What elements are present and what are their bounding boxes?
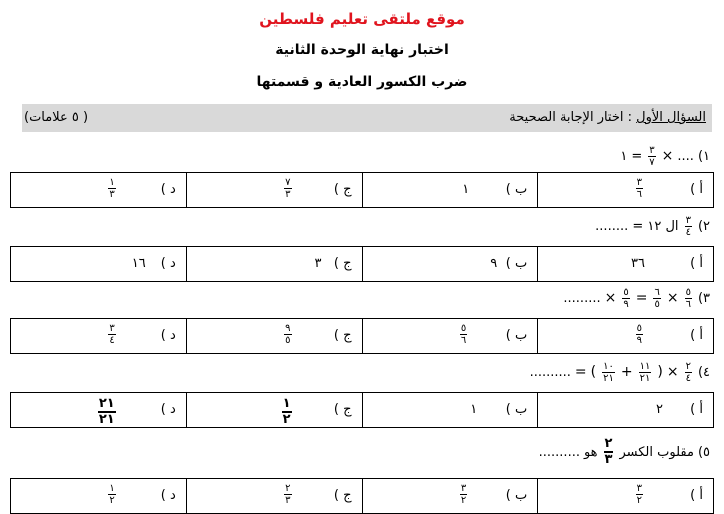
q3-fraction-a: $\frac{٥}{٦}$ bbox=[685, 286, 691, 310]
q1-result: ١ bbox=[620, 148, 628, 164]
option-fraction: ٣ ٤ bbox=[109, 323, 115, 346]
option-label: د ) bbox=[160, 182, 176, 197]
option-fraction: ٥ ٦ bbox=[460, 323, 467, 346]
option-fraction: ٣ ٢ bbox=[636, 483, 642, 506]
q3-fraction-b: $\frac{٦}{٥}$ bbox=[654, 286, 660, 310]
q2-options bbox=[10, 246, 714, 282]
option-label: ب ) bbox=[505, 402, 528, 417]
q5-text-2: هو bbox=[583, 444, 598, 460]
q2-prompt bbox=[595, 214, 710, 238]
option-label: ج ) bbox=[333, 256, 352, 271]
site-title: موقع ملتقى تعليم فلسطين bbox=[259, 10, 465, 28]
option-label: د ) bbox=[160, 328, 176, 343]
q2-number: ٢) bbox=[697, 218, 710, 234]
option-label: أ ) bbox=[690, 256, 703, 271]
q4-equals: = bbox=[574, 364, 587, 380]
option-label: أ ) bbox=[690, 488, 703, 503]
option-fraction: ٧ ٣ bbox=[285, 177, 291, 200]
q1-equals: = bbox=[631, 148, 643, 164]
option-fraction: ٥ ٩ bbox=[636, 323, 642, 346]
question-heading bbox=[509, 110, 706, 125]
q5-text: مقلوب الكسر bbox=[619, 444, 694, 460]
option-value: ٣ bbox=[314, 256, 322, 271]
option-value: ٣٦ bbox=[631, 256, 645, 271]
option-label: ب ) bbox=[505, 182, 528, 197]
q3-times: × bbox=[666, 290, 679, 306]
q1-option-d[interactable] bbox=[11, 173, 186, 207]
topic-title: ضرب الكسور العادية و قسمتها bbox=[256, 74, 468, 90]
q5-option-c[interactable] bbox=[186, 479, 362, 513]
q3-option-c[interactable] bbox=[186, 319, 362, 353]
q1-option-a[interactable] bbox=[537, 173, 713, 207]
q1-option-b[interactable] bbox=[362, 173, 538, 207]
q3-option-d[interactable] bbox=[11, 319, 186, 353]
option-label: أ ) bbox=[690, 402, 703, 417]
q1-prompt bbox=[620, 144, 710, 168]
q4-prompt bbox=[530, 360, 710, 384]
q1-option-c[interactable] bbox=[186, 173, 362, 207]
q1-options bbox=[10, 172, 714, 208]
question-instruction: : اختار الإجابة الصحيحة bbox=[509, 110, 633, 125]
q1-fraction: $\frac{٣}{٧}$ bbox=[649, 144, 655, 168]
option-value: ١ bbox=[470, 402, 478, 417]
q5-options bbox=[10, 478, 714, 514]
option-fraction: ٩ ٥ bbox=[285, 323, 291, 346]
option-value: ٢ bbox=[656, 402, 663, 417]
option-fraction: ٢١ ٢١ bbox=[98, 396, 115, 427]
q1-dots: .... bbox=[677, 148, 694, 164]
q4-paren-close: ) bbox=[590, 364, 597, 380]
q3-equals: = bbox=[635, 290, 648, 306]
q3-fraction-c: $\frac{٥}{٩}$ bbox=[623, 286, 629, 310]
q5-option-b[interactable] bbox=[362, 479, 538, 513]
q5-option-d[interactable] bbox=[11, 479, 186, 513]
option-fraction: ١ ٢ bbox=[282, 396, 291, 427]
option-label: ج ) bbox=[333, 488, 352, 503]
q4-option-c[interactable] bbox=[186, 393, 362, 427]
test-title: اختبار نهاية الوحدة الثانية bbox=[275, 42, 449, 58]
q5-dots: .......... bbox=[538, 444, 580, 460]
question-bar bbox=[22, 104, 712, 132]
q5-fraction: $\frac{٢}{٣}$ bbox=[604, 436, 613, 467]
q5-option-a[interactable] bbox=[537, 479, 713, 513]
option-fraction: ١ ٣ bbox=[109, 177, 115, 200]
q4-option-a[interactable] bbox=[537, 393, 713, 427]
option-fraction: ١ ٢ bbox=[109, 483, 115, 506]
q5-number: ٥) bbox=[697, 444, 710, 460]
q3-number: ٣) bbox=[697, 290, 710, 306]
question-label: السؤال الأول bbox=[636, 110, 706, 125]
option-fraction: ٣ ٦ bbox=[636, 177, 642, 200]
q2-option-d[interactable] bbox=[11, 247, 186, 281]
q3-options bbox=[10, 318, 714, 354]
q2-option-b[interactable] bbox=[362, 247, 538, 281]
q1-number: ١) bbox=[697, 148, 710, 164]
option-label: ب ) bbox=[505, 328, 528, 343]
option-fraction: ٣ ٢ bbox=[460, 483, 467, 506]
q2-option-c[interactable] bbox=[186, 247, 362, 281]
option-label: د ) bbox=[160, 402, 176, 417]
option-value: ٩ bbox=[490, 256, 498, 271]
q4-times: × bbox=[666, 364, 679, 380]
option-label: ج ) bbox=[333, 402, 352, 417]
q5-prompt bbox=[538, 436, 710, 467]
option-fraction: ٢ ٣ bbox=[285, 483, 291, 506]
option-value: ١ bbox=[462, 182, 470, 197]
q3-times-2: × bbox=[604, 290, 617, 306]
option-label: د ) bbox=[160, 256, 176, 271]
q3-prompt bbox=[563, 286, 710, 310]
option-label: ب ) bbox=[505, 256, 528, 271]
option-label: د ) bbox=[160, 488, 176, 503]
q1-times: × bbox=[661, 148, 674, 164]
q2-fraction: $\frac{٣}{٤}$ bbox=[685, 214, 691, 238]
q4-paren-open: ( bbox=[657, 364, 663, 380]
option-label: أ ) bbox=[690, 328, 703, 343]
option-value: ١٦ bbox=[131, 256, 146, 271]
option-label: أ ) bbox=[690, 182, 703, 197]
q4-option-b[interactable] bbox=[362, 393, 538, 427]
q3-option-a[interactable] bbox=[537, 319, 713, 353]
question-marks: ( ٥ علامات) bbox=[24, 110, 89, 125]
option-label: ج ) bbox=[333, 182, 352, 197]
q4-plus: + bbox=[620, 364, 633, 380]
q4-dots: .......... bbox=[529, 364, 571, 380]
q4-number: ٤) bbox=[697, 364, 710, 380]
q3-option-b[interactable] bbox=[362, 319, 538, 353]
q2-option-a[interactable] bbox=[537, 247, 713, 281]
q2-text: ال ١٢ = ........ bbox=[595, 218, 679, 234]
q4-options bbox=[10, 392, 714, 428]
option-label: ب ) bbox=[505, 488, 528, 503]
q4-fraction-c: $\frac{١٠}{٢١}$ bbox=[603, 360, 614, 384]
q4-fraction-a: $\frac{٢}{٤}$ bbox=[685, 360, 691, 384]
q4-fraction-b: $\frac{١١}{٢١}$ bbox=[639, 360, 651, 384]
option-label: ج ) bbox=[333, 328, 352, 343]
q3-dots: ......... bbox=[563, 290, 601, 306]
q4-option-d[interactable] bbox=[11, 393, 186, 427]
